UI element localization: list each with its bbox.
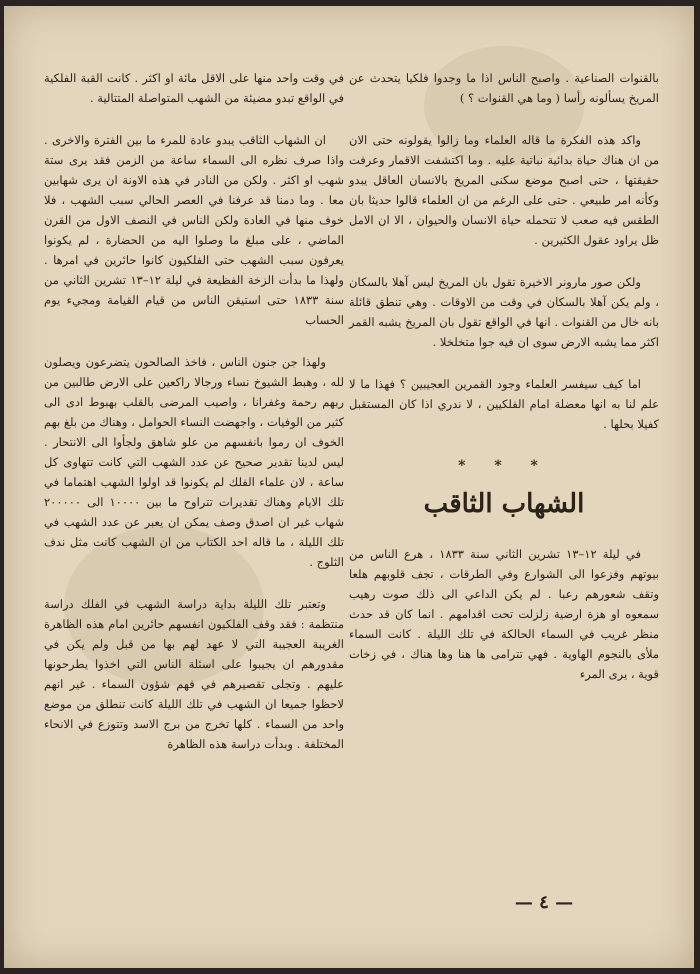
right-paragraph-4: اما كيف سيفسر العلماء وجود القمرين العجيبين ؟ فهذا ما لا علم لنا به انها معضلة امام الفلكيين ، لا ندري اذا كان المستقبل كفيلا بحلها . <box>349 377 659 431</box>
right-paragraph-5: في ليلة ١٢–١٣ تشرين الثاني سنة ١٨٣٣ ، هرع الناس من بيوتهم وفزعوا الى الشوارع وفي الطرقات ، تجف قلوبهم هلعا وتقف شعورهم رعبا . لم يكن الداعي الى ذلك صوت رهيب سمعوه او هزة ارضية زلزلت تحت اقدامهم . انما كان قد حدث منظر غريب في السماء الحالكة في تلك الليلة . كانت السماء ملأى بالنجوم الهاوية . فهي تترامى ها هنا وها هناك ، في زخات قوية ، يرى المرء <box>349 547 659 681</box>
right-paragraph-2: واكد هذه الفكرة ما قاله العلماء وما زالوا يقولونه حتى الان من ان هناك حياة بدائية نباتية عليه . وما اكتشفت الاقمار وعرفت حقيقتها ، حتى اصبح موضع سكنى المريخ بالانسان العاقل يبدو وكأنه امر طبيعي . حتى على الرغم من ان العلماء قالوا حديثا بان الطقس فيه صعب لا تتحمله حياة الانسان والحيوان ، الا ان الامل ظل يراود عقول الكثيرين . <box>349 133 659 247</box>
left-paragraph-3: ولهذا جن جنون الناس ، فاخذ الصالحون يتضرعون ويصلون لله ، وهبط الشيوخ نساء ورجالا راكعين على الارض طالبين من ربهم رحمة وغفرانا ، واصيب المرضى بالقلب بهبوط ادى الى كثير من الوفيات ، واجهضت النساء الحوامل ، وهناك من بلغ بهم الخوف ان رموا بانفسهم من علو شاهق ولجأوا الى الانتحار . ليس لدينا تقدير صحيح عن عدد الشهب التي كانت تتهاوى كل ساعة ، لان علماء الفلك لم يكونوا قد اولوا الشهب اهتماما في تلك الايام وهناك تقديرات تتراوح ما بين ١٠٠٠٠ الى ٢٠٠٠٠٠ شهاب غير ان اصدق وصف يمكن ان يعبر عن عدد الشهب في تلك الليلة ، ما قاله احد الكتاب من ان الشهب كانت مثل ندف الثلوج . <box>44 355 344 569</box>
left-paragraph-2: ان الشهاب الثاقب يبدو عادة للمرء ما بين الفترة والاخرى . واذا صرف نظره الى السماء ساعة من الزمن فقد يرى ستة شهب او اكثر . ولكن من النادر في هذه الاونة ان يرى شهابين معا . وما دمنا قد عرفنا في العصر الحالي سبب الشهب ، فلا خوف منها في العادة ولكن الناس في النصف الاول من القرن الماضي ، على مبلغ ما وصلوا اليه من الحضارة ، لم يكونوا يعرفون سبب الشهب حتى الفلكيون كانوا حائرين في امرها . ولهذا ما بدأت الزخة الفظيعة في ليلة ١٢–١٣ تشرين الثاني من سنة ١٨٣٣ حتى استيقن الناس من قيام القيامة ومجيء يوم الحساب <box>44 133 344 327</box>
right-column <box>349 68 659 706</box>
section-divider-stars: * * * <box>458 458 550 474</box>
right-paragraph-3: ولكن صور مارونر الاخيرة تقول بان المريخ ليس آهلا بالسكان ، ولم يكن آهلا بالسكان في وقت من الاوقات . وهي تنطق قائلة بانه خال من القنوات . انها في الواقع تقول بان المريخ يشبه القمر اكثر مما يشبه الارض سوى ان فيه جوا متخلخلا . <box>349 275 659 349</box>
page-number: — ٤ — <box>514 892 574 913</box>
right-paragraph-1: بالقنوات الصناعية . واصبح الناس اذا ما وجدوا فلكيا يتحدث عن المريخ يسألونه رأسا ( وما هي القنوات ؟ ) <box>349 71 659 105</box>
left-paragraph-4: وتعتبر تلك الليلة بداية دراسة الشهب في الفلك دراسة منتظمة : فقد وقف الفلكيون انفسهم حائرين امام هذه الظاهرة الغريبة العجيبة التي لا عهد لهم بها من قبل ولم يكن في مقدورهم ان يجيبوا على اسئلة الناس التي اخذوا يطرحونها عليهم . وتجلى تقصيرهم في فهم شؤون السماء . غير انهم لاحظوا جميعا ان الشهب في تلك الليلة كانت تنطلق من موضع واحد من السماء . كلها تخرج من برج الاسد وتتوزع في الانحاء المختلفة . وبدأت دراسة هذه الظاهرة <box>44 597 344 751</box>
left-column <box>44 68 344 776</box>
article-heading: الشهاب الثاقب <box>423 489 585 519</box>
left-paragraph-1: في وقت واحد منها على الاقل مائة او اكثر . كانت القبة الفلكية في الواقع تبدو مضيئة من الشهب المتواصلة المتتالية . <box>44 71 344 105</box>
magazine-page <box>4 6 694 968</box>
